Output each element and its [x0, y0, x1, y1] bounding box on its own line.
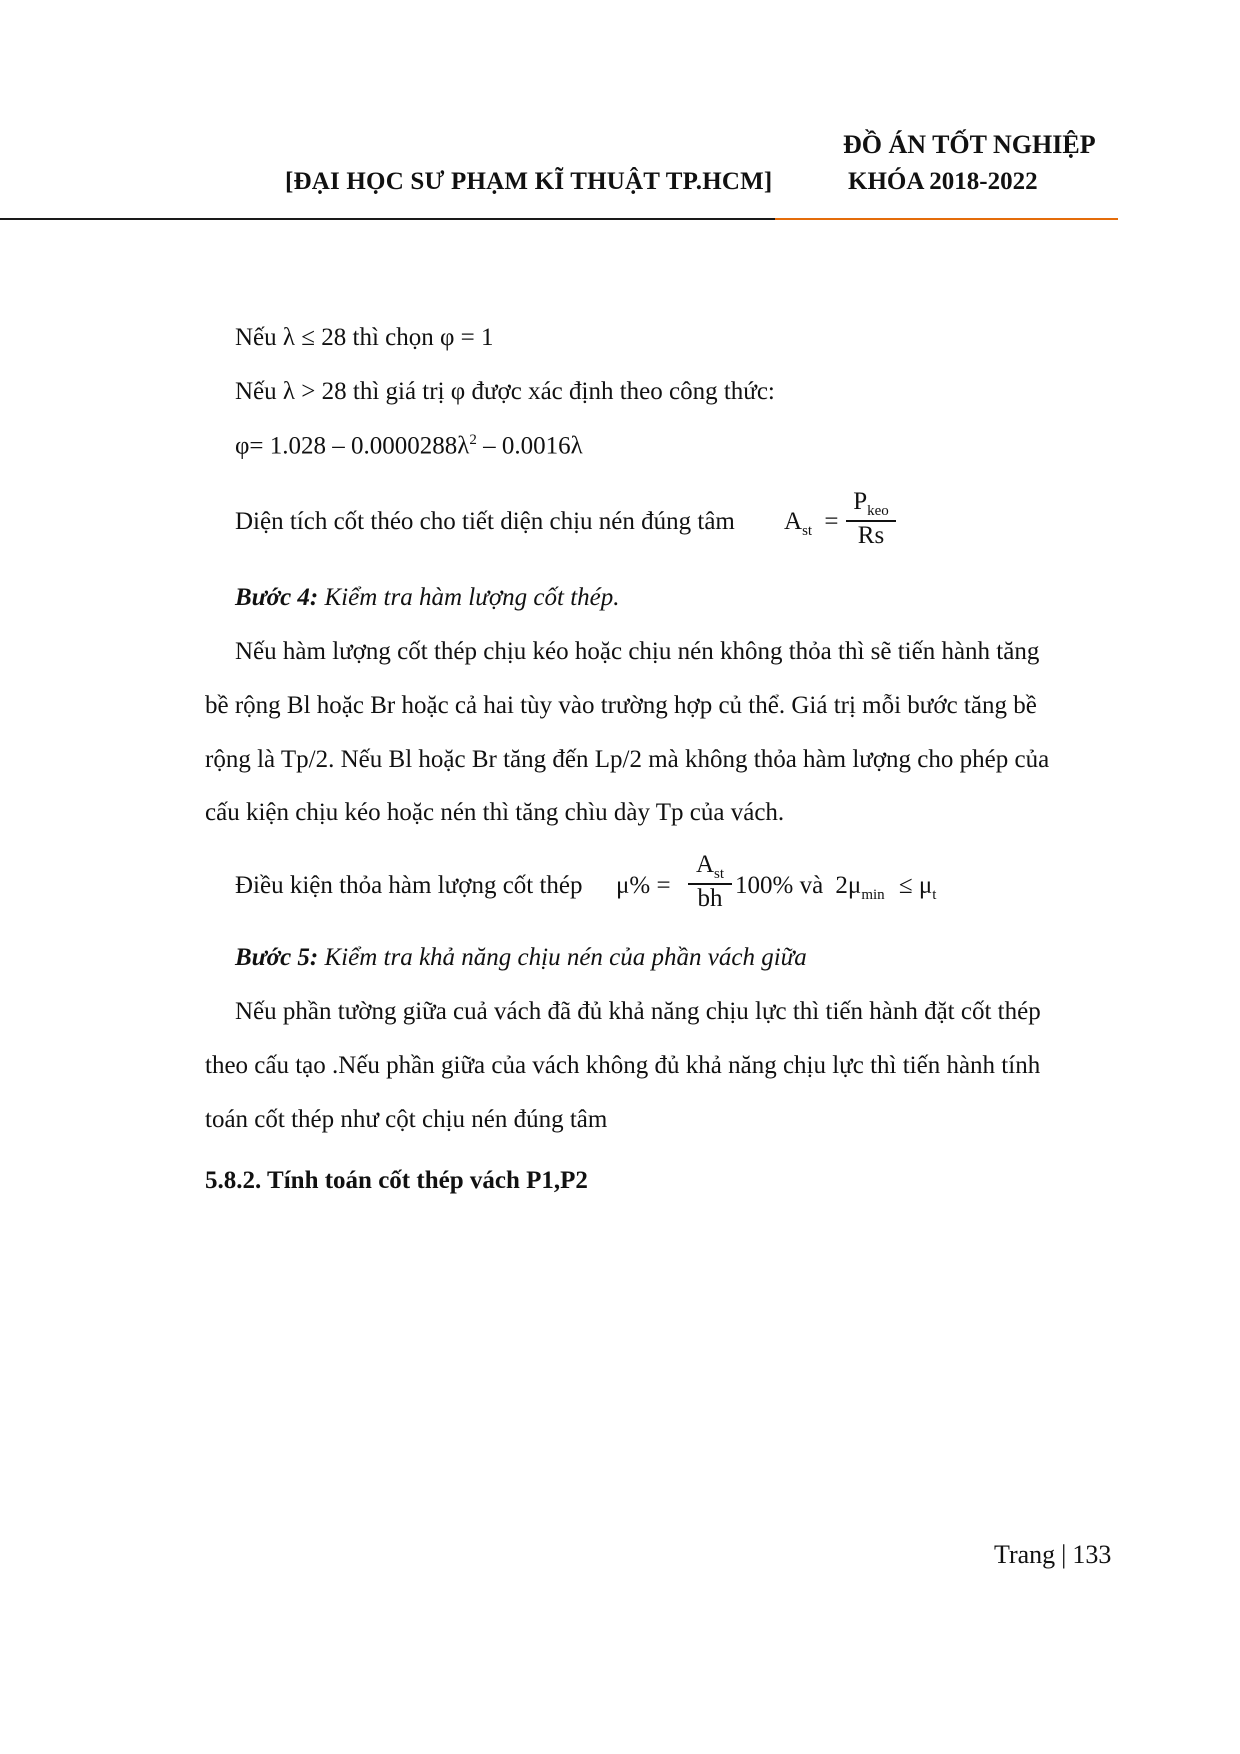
area-fraction	[846, 488, 896, 550]
para1-line4: cấu kiện chịu kéo hoặc nén thì tăng chìu dày Tp của vách.	[205, 799, 785, 826]
condition-numerator: A	[695, 851, 715, 878]
step5-heading	[235, 944, 807, 972]
area-lhs-subscript: st	[802, 523, 813, 539]
para1-line1: Nếu hàm lượng cốt thép chịu kéo hoặc chịu nén không thỏa thì sẽ tiến hành tăng	[235, 638, 1040, 665]
para2-line1: Nếu phần tường giữa cuả vách đã đủ khả năng chịu lực thì tiến hành đặt cốt thép	[235, 998, 1041, 1025]
page-number: 133	[1072, 1540, 1112, 1569]
para1-line2: bề rộng Bl hoặc Br hoặc cả hai tùy vào trường hợp củ thể. Giá trị mỗi bước tăng bề	[205, 692, 1037, 719]
step5-text: Kiểm tra khả năng chịu nén của phần vách giữa	[318, 944, 807, 971]
condition-after: 100% và	[735, 872, 824, 899]
header-title-line1: ĐỒ ÁN TỐT NGHIỆP	[843, 130, 1096, 159]
phi-formula-lhs: φ= 1.028 – 0.0000288λ	[235, 432, 470, 460]
area-formula-lhs	[784, 508, 838, 540]
step4-heading	[235, 584, 620, 612]
area-lhs-symbol: A	[784, 508, 803, 535]
step4-label: Bước 4:	[235, 584, 319, 611]
phi-formula-rhs: – 0.0016λ	[476, 432, 583, 460]
footer-separator: |	[1061, 1540, 1067, 1569]
para2-line3: toán cốt thép như cột chịu nén đúng tâm	[205, 1106, 608, 1133]
para2-line2: theo cấu tạo .Nếu phần giữa của vách không đủ khả năng chịu lực thì tiến hành tính	[205, 1052, 1041, 1079]
area-numerator-subscript: keo	[867, 503, 889, 519]
header-rule	[0, 218, 775, 220]
area-denominator: Rs	[857, 522, 885, 549]
condition-rhs-subscript: min	[861, 887, 885, 903]
condition-relation: ≤ μ	[898, 872, 933, 899]
condition-line-1: Nếu λ ≤ 28 thì chọn φ = 1	[235, 324, 494, 351]
condition-rhs: 2μ	[835, 872, 862, 899]
header-title-line2: KHÓA 2018-2022	[848, 168, 1038, 195]
condition-numerator-subscript: st	[714, 866, 725, 882]
condition-denominator: bh	[697, 885, 723, 912]
page-footer	[994, 1540, 1111, 1570]
condition-mu: μ% =	[616, 872, 671, 899]
area-equals: =	[824, 508, 839, 535]
footer-label: Trang	[994, 1540, 1056, 1569]
condition-tail	[735, 872, 936, 904]
para1-line3: rộng là Tp/2. Nếu Bl hoặc Br tăng đến Lp/2 mà không thỏa hàm lượng cho phép của	[205, 746, 1050, 773]
phi-formula	[235, 432, 583, 460]
condition-fraction	[688, 851, 732, 913]
condition-relation-subscript: t	[932, 887, 937, 903]
phi-formula-exponent: 2	[469, 432, 477, 448]
step5-label: Bước 5:	[235, 944, 319, 971]
header-university: [ĐẠI HỌC SƯ PHẠM KĨ THUẬT TP.HCM]	[285, 168, 773, 195]
step4-text: Kiểm tra hàm lượng cốt thép.	[318, 584, 620, 611]
section-heading: 5.8.2. Tính toán cốt thép vách P1,P2	[205, 1167, 588, 1194]
header-rule-accent	[775, 218, 1118, 220]
condition-text: Điều kiện thỏa hàm lượng cốt thép	[235, 872, 583, 899]
area-numerator: P	[853, 488, 868, 515]
condition-line-2: Nếu λ > 28 thì giá trị φ được xác định theo công thức:	[235, 378, 775, 405]
area-text: Diện tích cốt théo cho tiết diện chịu nén đúng tâm	[235, 508, 735, 535]
